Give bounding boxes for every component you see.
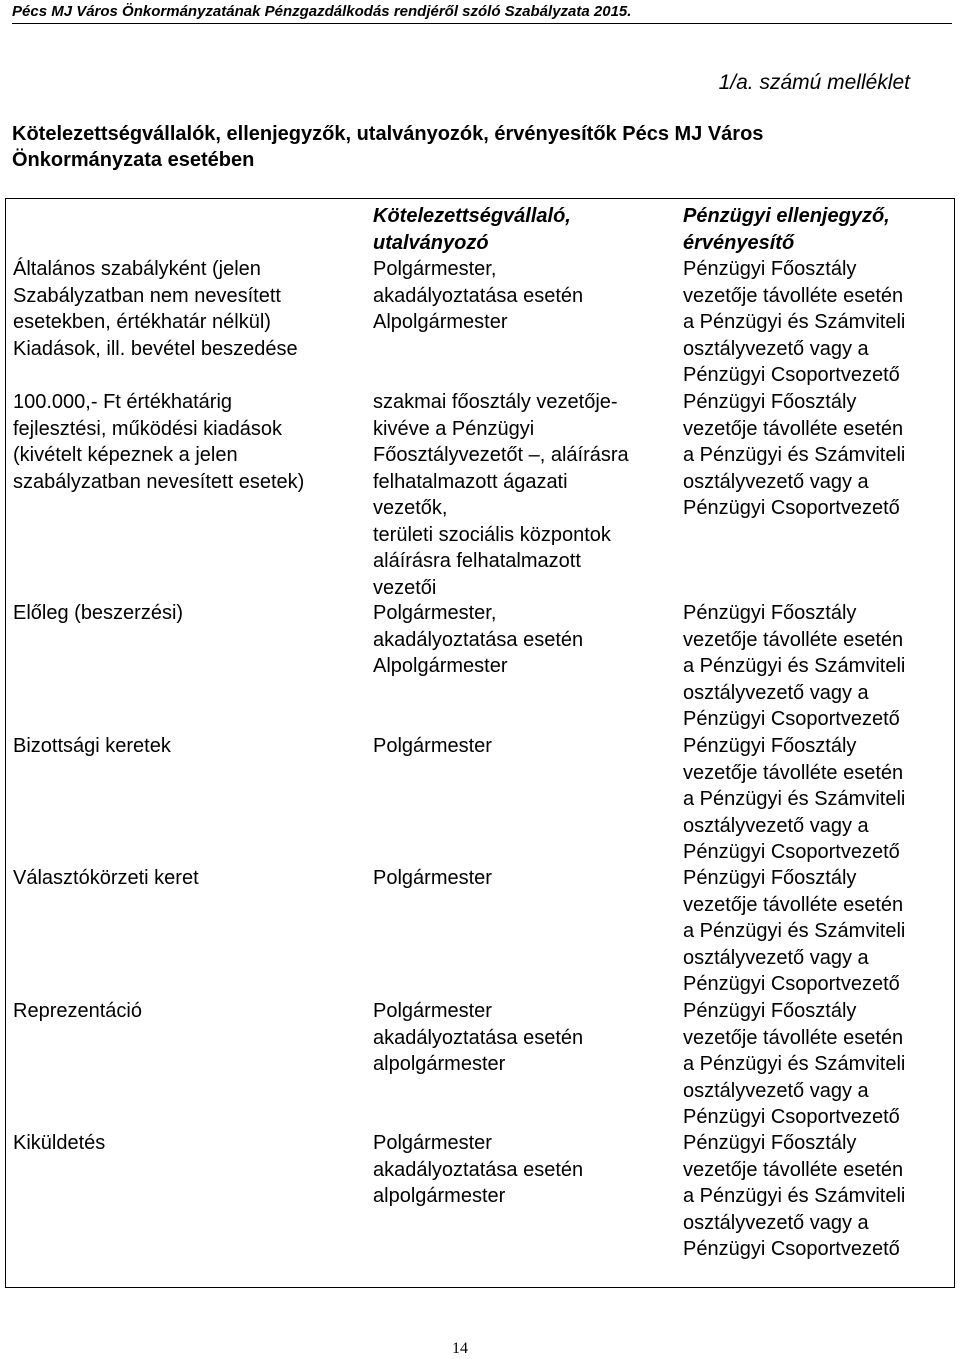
row-countersigner: Pénzügyi Főosztály vezetője távolléte esetén a Pénzügyi és Számviteli osztályvezető vagy a Pénzügyi Csoportvezető — [683, 258, 906, 386]
row-countersigner: Pénzügyi Főosztály vezetője távolléte esetén a Pénzügyi és Számviteli osztályvezető vagy a Pénzügyi Csoportvezető — [683, 1000, 906, 1128]
row-approver: Polgármester akadályoztatása esetén alpolgármester — [373, 1000, 584, 1075]
row-case: Általános szabályként (jelen Szabályzatban nem nevesített esetekben, értékhatár nélkül) Kiadások, ill. bevétel beszedése — [13, 258, 298, 360]
row-approver: Polgármester — [373, 867, 492, 889]
running-header: Pécs MJ Város Önkormányzatának Pénzgazdálkodás rendjéről szóló Szabályzata 2015. — [12, 2, 952, 24]
row-approver: Polgármester, akadályoztatása esetén Alpolgármester — [373, 258, 584, 333]
header-countersigner: Pénzügyi ellenjegyző, érvényesítő — [683, 205, 890, 254]
row-countersigner: Pénzügyi Főosztály vezetője távolléte esetén a Pénzügyi és Számviteli osztályvezető vagy a Pénzügyi Csoportvezető — [683, 602, 906, 730]
row-countersigner: Pénzügyi Főosztály vezetője távolléte esetén a Pénzügyi és Számviteli osztályvezető vagy a Pénzügyi Csoportvezető — [683, 735, 906, 863]
row-case: 100.000,- Ft értékhatárig fejlesztési, működési kiadások (kivételt képeznek a jelen szabályzatban nevesített esetek) — [13, 391, 305, 493]
row-case: Reprezentáció — [13, 1000, 142, 1022]
row-case: Előleg (beszerzési) — [13, 602, 184, 624]
row-countersigner: Pénzügyi Főosztály vezetője távolléte esetén a Pénzügyi és Számviteli osztályvezető vagy a Pénzügyi Csoportvezető — [683, 1132, 906, 1260]
page-number: 14 — [452, 1340, 468, 1357]
row-case: Választókörzeti keret — [13, 867, 199, 889]
row-approver: szakmai főosztály vezetője- kivéve a Pénzügyi Főosztályvezetőt –, aláírásra felhatalmazott ágazati vezetők, területi szociális központok aláírásra felhatalmazott vezetői — [373, 391, 629, 599]
row-countersigner: Pénzügyi Főosztály vezetője távolléte esetén a Pénzügyi és Számviteli osztályvezető vagy a Pénzügyi Csoportvezető — [683, 867, 906, 995]
header-approver: Kötelezettségvállaló, utalványozó — [373, 205, 571, 254]
row-approver: Polgármester, akadályoztatása esetén Alpolgármester — [373, 602, 584, 677]
annex-label: 1/a. számú melléklet — [718, 71, 910, 94]
row-approver: Polgármester — [373, 735, 492, 757]
row-countersigner: Pénzügyi Főosztály vezetője távolléte esetén a Pénzügyi és Számviteli osztályvezető vagy a Pénzügyi Csoportvezető — [683, 391, 906, 519]
document-title: Kötelezettségvállalók, ellenjegyzők, utalványozók, érvényesítők Pécs MJ Város Önkormányzata esetében — [12, 123, 764, 171]
row-approver: Polgármester akadályoztatása esetén alpolgármester — [373, 1132, 584, 1207]
row-case: Kiküldetés — [13, 1132, 106, 1154]
authority-table — [5, 198, 955, 1288]
row-case: Bizottsági keretek — [13, 735, 171, 757]
